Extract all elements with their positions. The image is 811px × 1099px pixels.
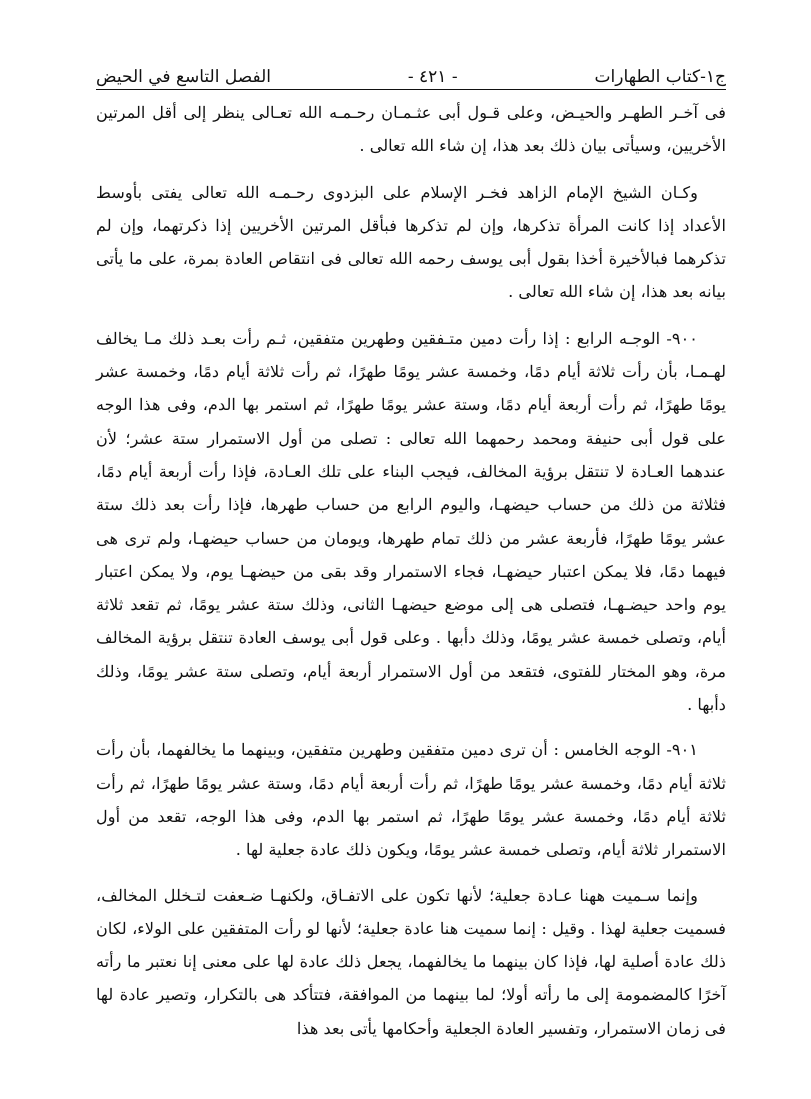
- paragraph-1: فى آخـر الطهـر والحيـض، وعلى قـول أبى عثـمـان رحـمـه الله تعـالى ينظر إلى أقل المرتين الأخريين، وسيأتى بيان ذلك بعد هذا، إن شاء الله تعالى .: [96, 103, 726, 156]
- chapter-title: الفصل التاسع في الحيض: [96, 67, 271, 87]
- paragraph-2: وكـان الشيخ الإمام الزاهد فخـر الإسلام على البزدوى رحـمـه الله تعالى يفتى بأوسط الأعداد إذا كانت المرأة تذكرها، وإن لم تذكرها فبأقل المرتين الأخريين إذا ذكرتهما، وإن لم تذكرهما فبالأخيرة أخذا بقول أبى يوسف رحمه الله تعالى فى انتقاص العادة بمرة، على ما يأتى بيانه بعد هذا، إن شاء الله تعالى .: [96, 182, 726, 302]
- page-body: [96, 96, 726, 1045]
- running-header: [96, 58, 726, 88]
- header-rule: [96, 89, 726, 90]
- book-title: ج١-كتاب الطهارات: [594, 67, 726, 87]
- paragraph-5: وإنما سـميت ههنا عـادة جعلية؛ لأنها تكون على الاتفـاق، ولكنهـا ضـعفت لتـخلل المخالف، فسميت جعلية لهذا . وقيل : إنما سميت هنا عادة جعلية؛ لأنها لو رأت المتفقين على الولاء، لكان ذلك عادة أصلية لها، فإذا كان بينهما ما يخالفهما، يجعل ذلك عادة لها على معنى إنا نعتبر ما رأته آخرًا كالمضمومة إلى ما رأته أولا؛ لما بينهما من الموافقة، فتتأكد هى بالتكرار، وتصير عادة لها فى زمان الاستمرار، وتفسير العادة الجعلية وأحكامها يأتى بعد هذا: [96, 885, 726, 1038]
- paragraph-section-900: ٩٠٠- الوجـه الرابع : إذا رأت دمين متـفقين وطهرين متفقين، ثـم رأت بعـد ذلك مـا يخالف لهـمـا، بأن رأت ثلاثة أيام دمًا، وخمسة عشر يومًا طهرًا، ثم رأت ثلاثة أيام دمًا، وخمسة عشر يومًا طهرًا، ثم رأت أربعة أيام دمًا، وستة عشر يومًا طهرًا، ثم استمر بها الدم، وفى هذا الوجه على قول أبى حنيفة ومحمد رحمهما الله تعالى : تصلى من أول الاستمرار ستة عشر؛ لأن عندهما العـادة لا تنتقل برؤية المخالف، فيجب البناء على تلك العـادة، فإذا رأت أربعة أيام دمًا، فثلاثة من ذلك من حساب حيضهـا، واليوم الرابع من حساب طهرها، فإذا رأت بعد ذلك ستة عشر يومًا طهرًا، فأربعة عشر من ذلك تمام طهرها، ويومان من حساب حيضهـا، ولم ترى هى فيهما دمًا، فلا يمكن اعتبار حيضهـا، فجاء الاستمرار وقد بقى من حيضهـا يوم، ولا يمكن اعتبار يوم واحد حيضـهـا، فتصلى هى إلى موضع حيضهـا الثانى، وذلك ستة عشر يومًا، ثم تقعد ثلاثة أيام، وتصلى خمسة عشر يومًا، وذلك دأبها . وعلى قول أبى يوسف العادة تنتقل برؤية المخالف مرة، وهو المختار للفتوى، فتقعد من أول الاستمرار أربعة أيام، وتصلى ستة عشر يومًا، وذلك دأبها .: [96, 328, 726, 715]
- page-number: - ٤٢١ -: [407, 67, 458, 87]
- paragraph-section-901: ٩٠١- الوجه الخامس : أن ترى دمين متفقين وطهرين متفقين، وبينهما ما يخالفهما، بأن رأت ثلاثة أيام دمًا، وخمسة عشر يومًا طهرًا، ثم رأت أربعة أيام دمًا، وستة عشر يومًا طهرًا، ثم رأت ثلاثة أيام دمًا، وخمسة عشر يومًا طهرًا، ثم استمر بها الدم، وفى هذا الوجه، تقعد من أول الاستمرار ثلاثة أيام، وتصلى خمسة عشر يومًا، ويكون ذلك عادة جعلية لها .: [96, 740, 726, 860]
